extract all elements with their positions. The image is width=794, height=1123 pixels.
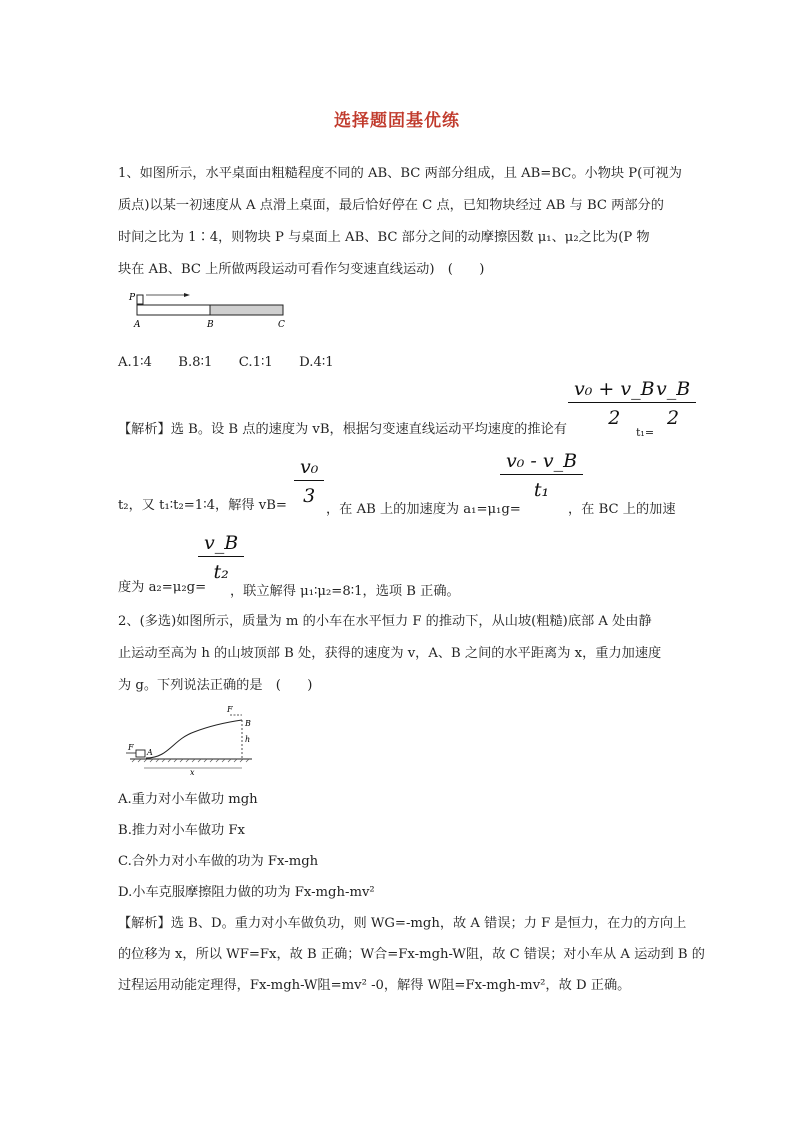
q1-line-1: 1、如图所示，水平桌面由粗糙程度不同的 AB、BC 两部分组成，且 AB=BC。小物块 P(可视为 bbox=[118, 166, 682, 181]
fraction-3-denominator: 3 bbox=[303, 485, 316, 507]
q2-analysis-line-3: 过程运用动能定理得，Fx-mgh-W阻=mv² -0，解得 W阻=Fx-mgh-mv²，故 D 正确。 bbox=[118, 978, 631, 993]
segment-bc bbox=[210, 305, 283, 315]
label-x: x bbox=[190, 768, 195, 776]
fraction-5-denominator: t₂ bbox=[213, 561, 229, 583]
label-a: A bbox=[134, 320, 141, 330]
q2-option-b: B.推力对小车做功 Fx bbox=[118, 823, 245, 838]
q1-analysis-line-1: 【解析】选 B。设 B 点的速度为 vB，根据匀变速直线运动平均速度的推论有 bbox=[118, 422, 567, 437]
q2-analysis-line-2: 的位移为 x，所以 WF=Fx，故 B 正确；W合=Fx-mgh-W阻，故 C 错误；对小车从 A 运动到 B 的 bbox=[118, 947, 705, 962]
q2-figure bbox=[124, 702, 264, 776]
fraction-4 bbox=[500, 450, 583, 501]
hill-curve bbox=[146, 720, 242, 758]
q1-figure bbox=[126, 290, 296, 334]
fraction-2-denominator: 2 bbox=[667, 407, 680, 429]
page-title: 选择题固基优练 bbox=[334, 111, 460, 131]
q1-analysis-line-2a: t₂，又 t₁∶t₂=1∶4，解得 vB= bbox=[118, 498, 287, 513]
fraction-5 bbox=[198, 532, 244, 583]
fraction-5-numerator: v_B bbox=[198, 532, 244, 557]
label-a: A bbox=[147, 748, 153, 757]
q2-option-d: D.小车克服摩擦阻力做的功为 Fx-mgh-mv² bbox=[118, 885, 375, 900]
q1-analysis-line-2c: ，在 BC 上的加速 bbox=[568, 502, 676, 517]
q2-option-a: A.重力对小车做功 mgh bbox=[118, 792, 258, 807]
q1-analysis-line-3b: ，联立解得 μ₁∶μ₂=8∶1，选项 B 正确。 bbox=[230, 584, 460, 599]
fraction-1-numerator: v₀ + v_B bbox=[568, 378, 661, 403]
fraction-1 bbox=[568, 378, 661, 429]
fraction-2 bbox=[650, 378, 696, 429]
segment-ab bbox=[137, 305, 210, 315]
label-p: P bbox=[129, 293, 136, 303]
q1-analysis-line-3a: 度为 a₂=μ₂g= bbox=[118, 580, 207, 595]
fraction-2-numerator: v_B bbox=[650, 378, 696, 403]
q2-line-3: 为 g。下列说法正确的是 ( ) bbox=[118, 678, 313, 693]
q1-line-4: 块在 AB、BC 上所做两段运动可看作匀变速直线运动) ( ) bbox=[118, 262, 485, 277]
q1-line-3: 时间之比为 1∶4，则物块 P 与桌面上 AB、BC 部分之间的动摩擦因数 μ₁、μ₂之比为(P 物 bbox=[118, 230, 650, 245]
fraction-4-numerator: v₀ - v_B bbox=[500, 450, 583, 475]
label-c: C bbox=[278, 320, 285, 330]
q2-line-2: 止运动至高为 h 的山坡顶部 B 处，获得的速度为 v，A、B 之间的水平距离为 x，重力加速度 bbox=[118, 646, 662, 661]
label-b: B bbox=[207, 320, 214, 330]
q2-line-1: 2、(多选)如图所示，质量为 m 的小车在水平恒力 F 的推动下，从山坡(粗糙)底部 A 处由静 bbox=[118, 614, 652, 629]
q2-option-c: C.合外力对小车做的功为 Fx-mgh bbox=[118, 854, 319, 869]
t1-label: t₁= bbox=[636, 426, 655, 439]
block-p bbox=[137, 295, 143, 304]
cart bbox=[136, 750, 145, 757]
q1-line-2: 质点)以某一初速度从 A 点滑上桌面，最后恰好停在 C 点，已知物块经过 AB 与 BC 两部分的 bbox=[118, 198, 664, 213]
q2-analysis-line-1: 【解析】选 B、D。重力对小车做负功，则 WG=-mgh，故 A 错误；力 F 是恒力，在力的方向上 bbox=[118, 916, 687, 931]
q1-options: A.1∶4 B.8∶1 C.1∶1 D.4∶1 bbox=[118, 355, 334, 370]
label-b: B bbox=[245, 719, 251, 728]
fraction-3-numerator: v₀ bbox=[294, 456, 324, 481]
label-h: h bbox=[245, 735, 251, 744]
q1-analysis-line-2b: ，在 AB 上的加速度为 a₁=μ₁g= bbox=[326, 502, 521, 517]
fraction-1-denominator: 2 bbox=[608, 407, 621, 429]
fraction-4-denominator: t₁ bbox=[533, 479, 550, 501]
label-f-top: F bbox=[227, 705, 233, 714]
label-f-bottom: F bbox=[128, 743, 134, 752]
fraction-3 bbox=[294, 456, 324, 507]
arrow-head bbox=[184, 293, 190, 297]
